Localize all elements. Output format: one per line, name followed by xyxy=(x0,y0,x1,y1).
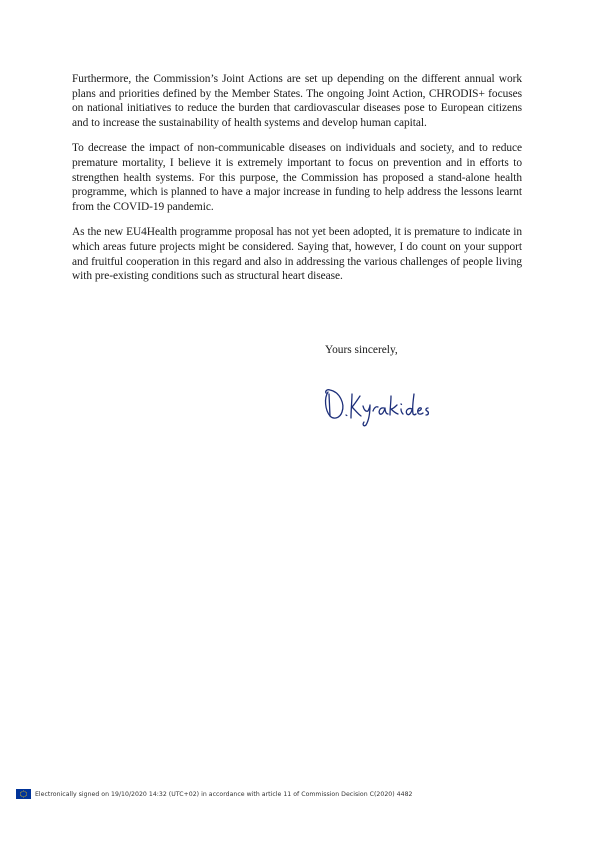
letter-body xyxy=(72,72,522,295)
closing-salutation: Yours sincerely, xyxy=(325,344,398,356)
electronic-signature-text: Electronically signed on 19/10/2020 14:32 (UTC+02) in accordance with article 11 of Commission Decision C(2020) 4482 xyxy=(35,790,413,798)
handwritten-signature xyxy=(318,378,438,428)
paragraph-prevention: To decrease the impact of non-communicable diseases on individuals and society, and to reduce premature mortality, I believe it is extremely important to focus on prevention and in efforts to strengthen health systems. For this purpose, the Commission has proposed a stand-alone health programme, which is planned to have a major increase in funding to help address the lessons learnt from the COVID-19 pandemic. xyxy=(72,142,522,213)
eu-flag-icon xyxy=(16,789,31,799)
paragraph-joint-actions: Furthermore, the Commission’s Joint Actions are set up depending on the different annual work plans and priorities defined by the Member States. The ongoing Joint Action, CHRODIS+ focuses on national initiatives to reduce the burden that cardiovascular diseases pose to European citizens and to increase the sustainability of health systems and develop human capital. xyxy=(72,73,522,129)
electronic-signature-footer xyxy=(16,788,586,800)
paragraph-eu4health: As the new EU4Health programme proposal has not yet been adopted, it is premature to indicate in which areas future projects might be considered. Saying that, however, I do count on your support and fruitful cooperation in this regard and also in addressing the various challenges of people living with pre-existing conditions such as structural heart disease. xyxy=(72,226,522,283)
